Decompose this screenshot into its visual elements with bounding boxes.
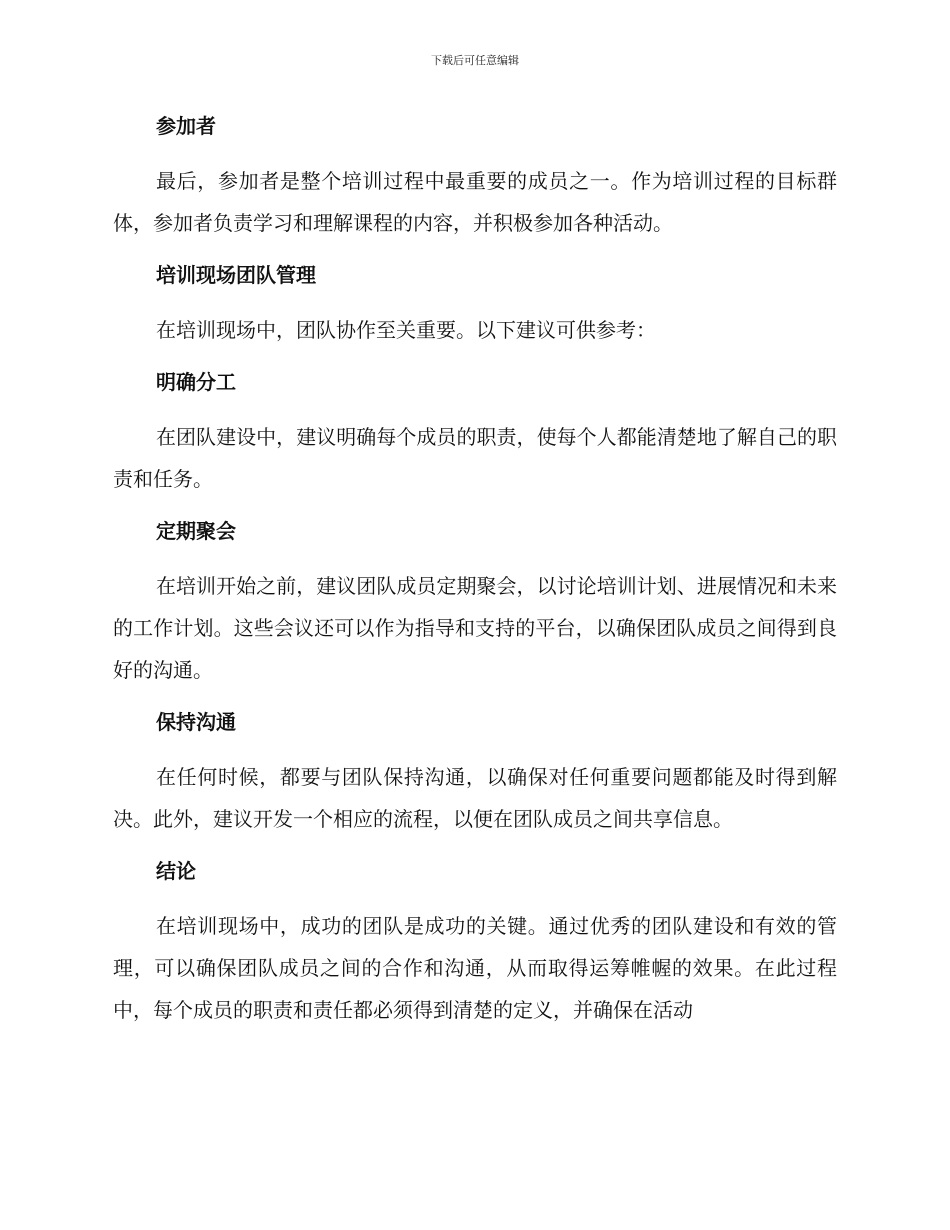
section-heading: 明确分工 [156, 370, 236, 394]
section-conclusion [113, 851, 837, 1031]
section-heading: 参加者 [156, 114, 216, 138]
body-paragraph: 最后，参加者是整个培训过程中最重要的成员之一。作为培训过程的目标群体，参加者负责学习和理解课程的内容，并积极参加各种活动。 [113, 169, 837, 235]
page-header: 下载后可任意编辑 [431, 54, 519, 67]
section-keep-communication [113, 702, 837, 840]
section-heading: 培训现场团队管理 [156, 263, 316, 287]
body-paragraph: 在团队建设中，建议明确每个成员的职责，使每个人都能清楚地了解自己的职责和任务。 [113, 425, 837, 491]
section-clear-division [113, 362, 837, 500]
document-body [113, 106, 837, 1042]
section-regular-meetings [113, 511, 837, 691]
section-team-management [113, 255, 837, 351]
section-heading: 结论 [156, 859, 196, 883]
body-paragraph: 在培训开始之前，建议团队成员定期聚会，以讨论培训计划、进展情况和未来的工作计划。这些会议还可以作为指导和支持的平台，以确保团队成员之间得到良好的沟通。 [113, 574, 837, 682]
section-heading: 定期聚会 [156, 519, 236, 543]
section-heading: 保持沟通 [156, 710, 236, 734]
body-paragraph: 在培训现场中，团队协作至关重要。以下建议可供参考： [156, 318, 656, 342]
section-participants [113, 106, 837, 244]
body-paragraph: 在任何时候，都要与团队保持沟通，以确保对任何重要问题都能及时得到解决。此外，建议开发一个相应的流程，以便在团队成员之间共享信息。 [113, 765, 837, 831]
body-paragraph: 在培训现场中，成功的团队是成功的关键。通过优秀的团队建设和有效的管理，可以确保团队成员之间的合作和沟通，从而取得运筹帷幄的效果。在此过程中，每个成员的职责和责任都必须得到清楚的定义，并确保在活动 [113, 914, 837, 1022]
